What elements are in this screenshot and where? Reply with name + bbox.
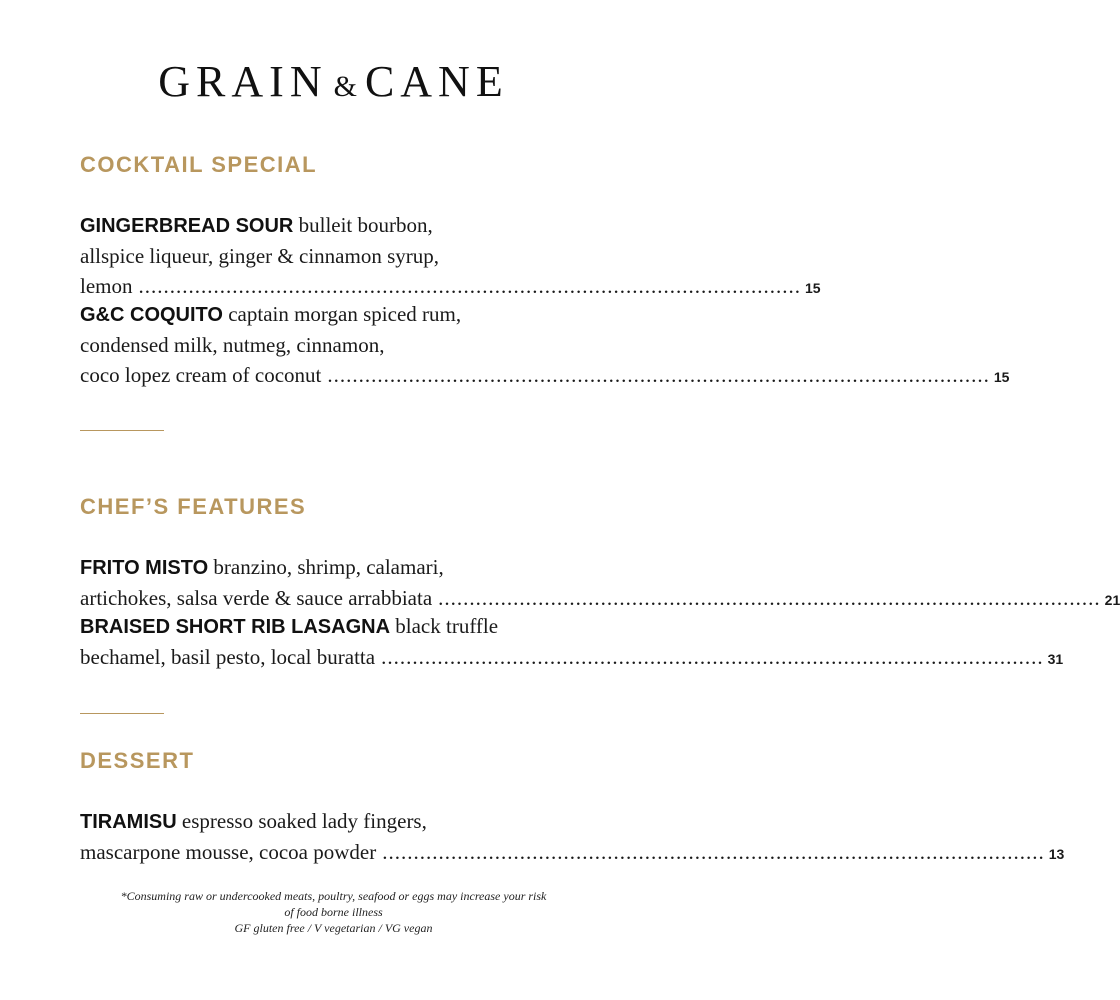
item-name: TIRAMISU [80, 811, 177, 833]
item-description: coco lopez cream of coconut [80, 363, 322, 387]
menu-item-frito-misto [80, 552, 1120, 615]
item-description: black truffle [395, 614, 499, 638]
item-price: 15 [993, 369, 1010, 385]
menu-item-gingerbread-sour [80, 210, 821, 303]
item-price: 13 [1048, 846, 1065, 862]
item-name: BRAISED SHORT RIB LASAGNA [80, 616, 391, 638]
dietary-legend: GF gluten free / V vegetarian / VG vegan [234, 921, 433, 935]
item-price: 31 [1047, 651, 1064, 667]
item-description: condensed milk, nutmeg, cinnamon, [80, 333, 385, 357]
item-description: artichokes, salsa verde & sauce arrabbiata [80, 586, 433, 610]
item-description: bechamel, basil pesto, local buratta [80, 645, 376, 669]
item-name: FRITO MISTO [80, 557, 209, 579]
logo-word-grain: GRAIN [158, 57, 328, 106]
section-divider [80, 430, 164, 431]
item-description: captain morgan spiced rum, [228, 302, 462, 326]
item-price: 15 [805, 280, 821, 296]
section-title-chefs-features: CHEF’S FEATURES [80, 494, 307, 519]
dot-leader: .......................................................................................................... [382, 840, 1045, 864]
section-title-dessert: DESSERT [80, 748, 195, 773]
menu-item-gc-coquito [80, 299, 1010, 392]
item-description: bulleit bourbon, [298, 213, 433, 237]
disclaimer-line: of food borne illness [284, 905, 383, 919]
menu-item-braised-short-rib-lasagna [80, 611, 1064, 674]
logo-ampersand: & [333, 70, 359, 103]
menu-item-tiramisu [80, 806, 1065, 869]
item-name: GINGERBREAD SOUR [80, 215, 294, 237]
dot-leader: .......................................................................................................... [138, 274, 801, 298]
item-description: espresso soaked lady fingers, [181, 809, 427, 833]
item-description: lemon [80, 274, 133, 298]
disclaimer-line: *Consuming raw or undercooked meats, poultry, seafood or eggs may increase your risk [120, 889, 547, 903]
dot-leader: .......................................................................................................... [438, 586, 1101, 610]
dot-leader: .......................................................................................................... [327, 363, 990, 387]
restaurant-logo [0, 56, 667, 107]
footer-disclaimer [0, 888, 667, 936]
item-description: branzino, shrimp, calamari, [213, 555, 444, 579]
dot-leader: .......................................................................................................... [381, 645, 1044, 669]
logo-word-cane: CANE [364, 57, 509, 106]
item-description: allspice liqueur, ginger & cinnamon syrup, [80, 244, 439, 268]
section-title-cocktail-special: COCKTAIL SPECIAL [80, 152, 318, 177]
item-price: 21 [1104, 592, 1120, 608]
item-name: G&C COQUITO [80, 304, 223, 326]
item-description: mascarpone mousse, cocoa powder [80, 840, 377, 864]
section-divider [80, 713, 164, 714]
